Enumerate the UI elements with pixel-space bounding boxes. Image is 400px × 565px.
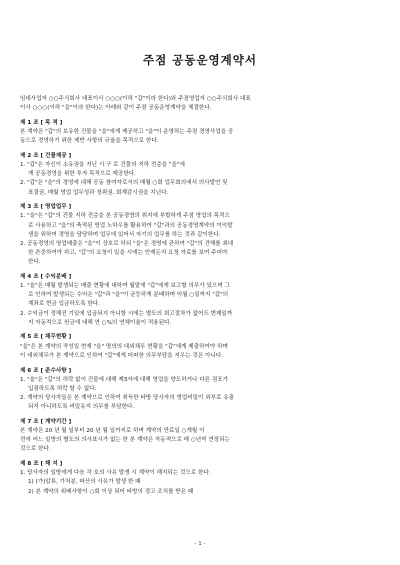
article-heading: 제 7 조 [ 계약기간 ] bbox=[20, 418, 72, 425]
article-heading: 제 4 조 [ 수익분배 ] bbox=[20, 273, 72, 280]
article-text: 2. 계약의 당사자들은 본 계약으로 인하여 취득한 타방 당사자의 영업비밀이 외부로 유출 bbox=[20, 394, 235, 401]
article-text: 로 사용하고 "을"의 축적된 영업 노하우를 활용하여 "갑"과의 공동경영계약의 이익발 bbox=[28, 222, 233, 229]
article-text: 입점하도록 허락 할 수 없다. bbox=[28, 385, 97, 392]
intro-text: 이사 ○○○(이하 "을"이라 한다)는 아래와 같이 주점 공동운영계약을 체결한다. bbox=[20, 105, 212, 112]
article-text: 본 계약은 20 년 월 일부터 20 년 월 일까지로 하며 계약의 만료일 ○개월 이 bbox=[20, 428, 205, 434]
article-text: 2) 본 계약의 위배사항이 ○회 이상 되어 타방의 경고 조치를 받은 때 bbox=[28, 488, 194, 495]
article-text: 되지 아니하도록 비밀유지 의무를 부담한다. bbox=[28, 404, 135, 411]
article-heading: 제 8 조 [ 해 지 ] bbox=[20, 461, 63, 468]
article-text: 계좌로 현금 입금하도록 한다. bbox=[28, 301, 100, 308]
article-text: 본 계약은 "갑"의 보유한 건물을 "을"에게 제공하고 "을"이 운영하는 주점 경영사업을 공 bbox=[20, 129, 234, 136]
article-text: 생을 위하여 경영을 담당하며 업무에 있어서 자기의 업무를 하는 것과 같이한다. bbox=[28, 231, 221, 238]
document-title: 주점 공동운영계약서 bbox=[143, 53, 257, 67]
article-text: 1) (가)압류, 가처분, 파산의 사유가 발생 한 때 bbox=[28, 479, 141, 486]
article-heading: 제 5 조 [ 채무현황 ] bbox=[20, 334, 72, 341]
page-number: - 1 - bbox=[194, 541, 206, 547]
article-text: 동으로 경영하기 위한 제반 사항의 규율을 목적으로 한다. bbox=[20, 138, 159, 145]
article-heading: 제 3 조 [ 영업업무 ] bbox=[20, 204, 72, 211]
article-text: 2. "갑"은 "을"의 경영에 대해 공동 참여자로서의 매월 ○회 업무회의에서 의사발언 및 bbox=[20, 180, 228, 187]
article-text: 이 대외채무가 본 계약으로 인하여 "갑"에게 어떠한 의무부담을 지우는 것은 아니다. bbox=[20, 352, 224, 359]
article-text: 한다. bbox=[28, 259, 41, 266]
article-text: 전에 어느 일방의 별도의 의사표시가 없는 한 본 계약은 자동적으로 매 ○년씩 연장되는 bbox=[20, 437, 230, 444]
intro-text: 임대사업자 ○○주식회사 대표이사 ○○○(이하 "갑"이라 한다)와 주점영업자 ○○주식회사 대표 bbox=[20, 96, 251, 102]
article-heading: 제 1 조 [ 목 적 ] bbox=[20, 119, 63, 126]
article-text: 1. "을"은 "갑"의 허락 없이 건물에 대해 제3자에 대해 영업을 양도하거나 다른 점포가 bbox=[20, 376, 229, 383]
article-text: 2. 공동경영의 영업매출은 "을"이 상호로 하되 "을"은 경영에 관하여 "갑"의 견해를 최대 bbox=[20, 240, 234, 247]
article-text: 1. 당사자의 일방에게 다음 각 호의 사유 발생 시 계약이 해지되는 것으로 한다. bbox=[20, 470, 211, 477]
article-text: 2. 수익금이 정해진 기일에 입금되지 아니할 시에는 별도의 최고절차가 없어도 변제일까 bbox=[20, 310, 233, 317]
article-text: 1. "을"은 "갑"의 건물 지하 전층을 본 공동경영의 취지에 부합하게 주점 영업의 목적으 bbox=[20, 213, 230, 220]
article-text: 표결권, 매월 영업 업무성과 청취권, 회계감시권을 지닌다. bbox=[28, 189, 169, 196]
article-text: "을"은 본 계약의 작성일 현재 "을" 명의의 대외채무 현황을 "갑"에게 제출하여야 하며 bbox=[20, 343, 228, 350]
article-text: 한 존중하여야 하고, "갑"의 요청이 있을 시에는 언제든지 요청 자료를 보여 주어야 bbox=[28, 250, 228, 257]
article-text: 것으로 한다. bbox=[20, 446, 51, 453]
article-heading: 제 2 조 [ 건물제공 ] bbox=[20, 152, 72, 159]
article-text: 로 인하여 발생되는 수익은 "갑"과 "을"이 균등하게 분배하며 익월 ○일까지 "갑"의 bbox=[28, 292, 229, 299]
article-text: 1. "갑"은 자신이 소유권을 지닌 시 구 로 건물의 지하 전층을 "을"에 bbox=[20, 162, 185, 169]
article-text: 지 자동적으로 원금에 대해 연 ○%의 연체이율이 적용된다. bbox=[28, 319, 172, 326]
article-text: 게 공동경영을 위한 투자 목적으로 제공한다. bbox=[28, 171, 136, 178]
article-heading: 제 6 조 [ 준수사항 ] bbox=[20, 367, 72, 374]
article-text: 1. "을"은 매월 발생되는 매출 현황에 대하여 월말에 "갑"에게 보고할 의무가 있으며 그 bbox=[20, 283, 230, 290]
